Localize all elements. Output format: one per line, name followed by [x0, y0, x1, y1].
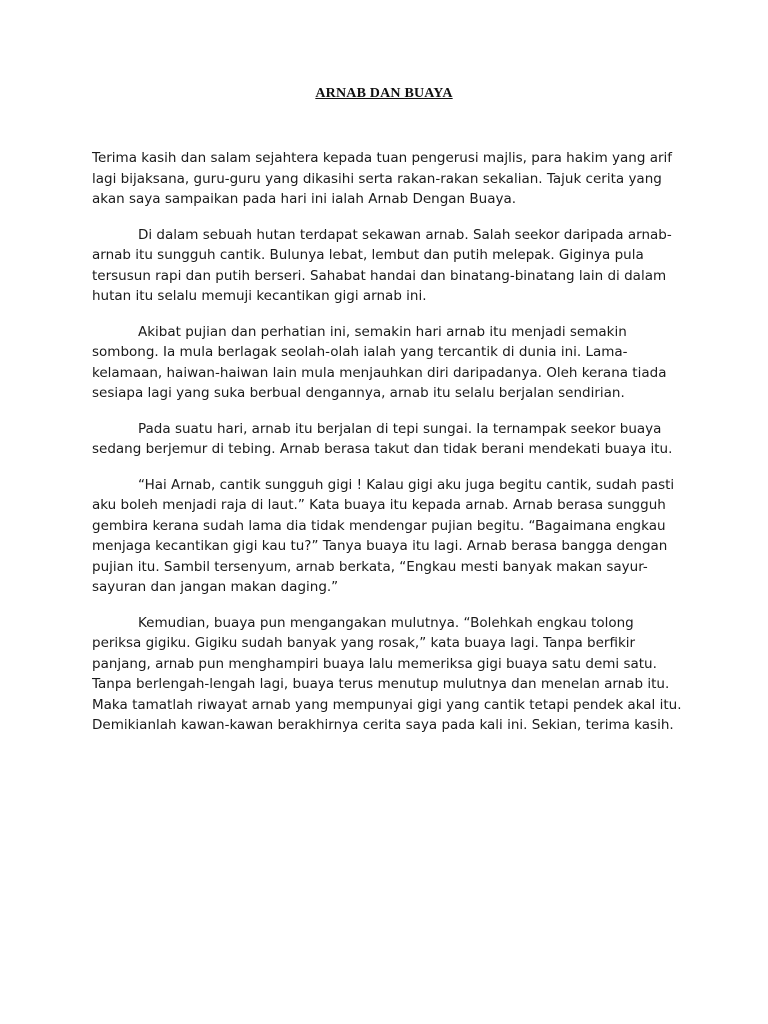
- document-body: [92, 148, 682, 751]
- document-title: ARNAB DAN BUAYA: [315, 86, 453, 101]
- paragraph-3: Pada suatu hari, arnab itu berjalan di tepi sungai. Ia ternampak seekor buaya sedang berjemur di tebing. Arnab berasa takut dan tidak berani mendekati buaya itu.: [92, 420, 673, 457]
- paragraph-5: Kemudian, buaya pun mengangakan mulutnya. “Bolehkah engkau tolong periksa gigiku. Gigiku sudah banyak yang rosak,” kata buaya lagi. Tanpa berfikir panjang, arnab pun menghampiri buaya lalu memeriksa gigi buaya satu demi satu. Tanpa berlengah-lengah lagi, buaya terus menutup mulutnya dan menelan arnab itu. Maka tamatlah riwayat arnab yang mempunyai gigi yang cantik tetapi pendek akal itu. Demikianlah kawan-kawan berakhirnya cerita saya pada kali ini. Sekian, terima kasih.: [92, 614, 682, 733]
- paragraph-2: Akibat pujian dan perhatian ini, semakin hari arnab itu menjadi semakin sombong. Ia mula berlagak seolah-olah ialah yang tercantik di dunia ini. Lama-kelamaan, haiwan-haiwan lain mula menjauhkan diri daripadanya. Oleh kerana tiada sesiapa lagi yang suka berbual dengannya, arnab itu selalu berjalan sendirian.: [92, 323, 667, 401]
- paragraph-opening: Terima kasih dan salam sejahtera kepada tuan pengerusi majlis, para hakim yang arif lagi bijaksana, guru-guru yang dikasihi serta rakan-rakan sekalian. Tajuk cerita yang akan saya sampaikan pada hari ini ialah Arnab Dengan Buaya.: [92, 150, 673, 207]
- paragraph-4: “Hai Arnab, cantik sungguh gigi ! Kalau gigi aku juga begitu cantik, sudah pasti aku boleh menjadi raja di laut.” Kata buaya itu kepada arnab. Arnab berasa sungguh gembira kerana sudah lama dia tidak mendengar pujian begitu. “Bagaimana engkau menjaga kecantikan gigi kau tu?” Tanya buaya itu lagi. Arnab berasa bangga dengan pujian itu. Sambil tersenyum, arnab berkata, “Engkau mesti banyak makan sayur-sayuran dan jangan makan daging.”: [92, 476, 675, 595]
- paragraph-1: Di dalam sebuah hutan terdapat sekawan arnab. Salah seekor daripada arnab-arnab itu sungguh cantik. Bulunya lebat, lembut dan putih melepak. Giginya pula tersusun rapi dan putih berseri. Sahabat handai dan binatang-binatang lain di dalam hutan itu selalu memuji kecantikan gigi arnab ini.: [92, 226, 672, 304]
